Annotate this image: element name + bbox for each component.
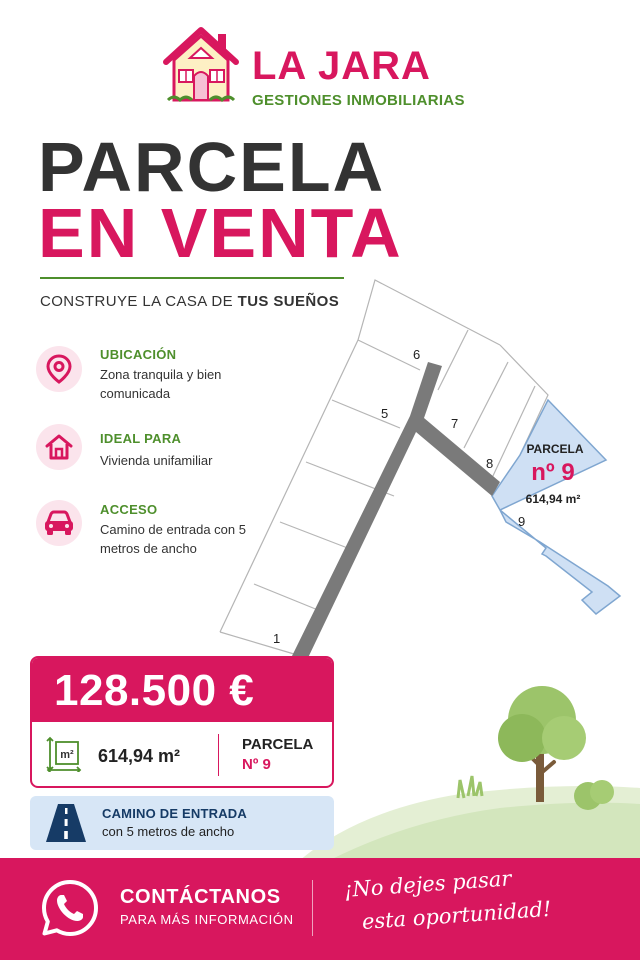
plot-9-shape (492, 400, 620, 614)
area-value: 614,94 m² (98, 746, 181, 766)
site-map (210, 270, 640, 670)
slogan-line2: esta oportunidad! (361, 896, 553, 934)
landscape-illustration (300, 670, 640, 860)
road-banner-title: CAMINO DE ENTRADA (102, 806, 247, 821)
headline-line1: PARCELA (38, 128, 386, 206)
access-road (292, 362, 500, 662)
feature-title-ideal: IDEAL PARA (100, 431, 182, 446)
feature-text-access: Camino de entrada con 5 metros de ancho (100, 522, 246, 556)
tagline-bold: TUS SUEÑOS (237, 293, 340, 310)
road-banner (30, 796, 334, 850)
plot-9-label: PARCELA (526, 442, 584, 456)
feature-text-ideal: Vivienda unifamiliar (100, 453, 213, 468)
house-icon (160, 24, 242, 106)
lot-number-7: 7 (451, 416, 459, 431)
car-icon (36, 500, 82, 546)
plot-label: PARCELA (242, 736, 314, 753)
plot-9-number: nº 9 (531, 459, 575, 486)
contact-subtitle: PARA MÁS INFORMACIÓN (120, 912, 294, 927)
lot-number-6: 6 (413, 347, 421, 362)
card-divider (218, 734, 219, 776)
tagline-regular: CONSTRUYE LA CASA DE (40, 293, 238, 310)
lot-number-5: 5 (381, 406, 389, 421)
road-banner-text: con 5 metros de ancho (102, 824, 235, 839)
home-icon (36, 424, 82, 470)
footer (0, 858, 640, 960)
area-icon-label: m² (60, 749, 74, 761)
price-header (32, 658, 332, 722)
location-pin-icon (36, 346, 82, 392)
whatsapp-icon[interactable] (40, 878, 100, 938)
feature-title-access: ACCESO (100, 502, 158, 517)
feature-text-location: Zona tranquila y bien comunicada (100, 367, 222, 401)
lot-number-1: 1 (273, 631, 281, 646)
contact-title: CONTÁCTANOS (120, 886, 281, 908)
lot-number-8: 8 (486, 456, 494, 471)
brand-subtitle: GESTIONES INMOBILIARIAS (252, 92, 465, 109)
price-card (30, 656, 334, 788)
plot-number: Nº 9 (242, 756, 271, 773)
road-icon (44, 802, 88, 844)
footer-divider (312, 880, 313, 936)
headline-line2: EN VENTA (38, 194, 403, 272)
lot-number-9: 9 (518, 514, 526, 529)
feature-title-location: UBICACIÓN (100, 347, 177, 362)
slogan-line1: ¡No dejes pasar (343, 866, 513, 902)
brand-name: LA JARA (252, 44, 431, 88)
area-icon (46, 736, 82, 772)
plot-9-area: 614,94 m² (525, 492, 581, 506)
price-value: 128.500 € (54, 666, 255, 715)
